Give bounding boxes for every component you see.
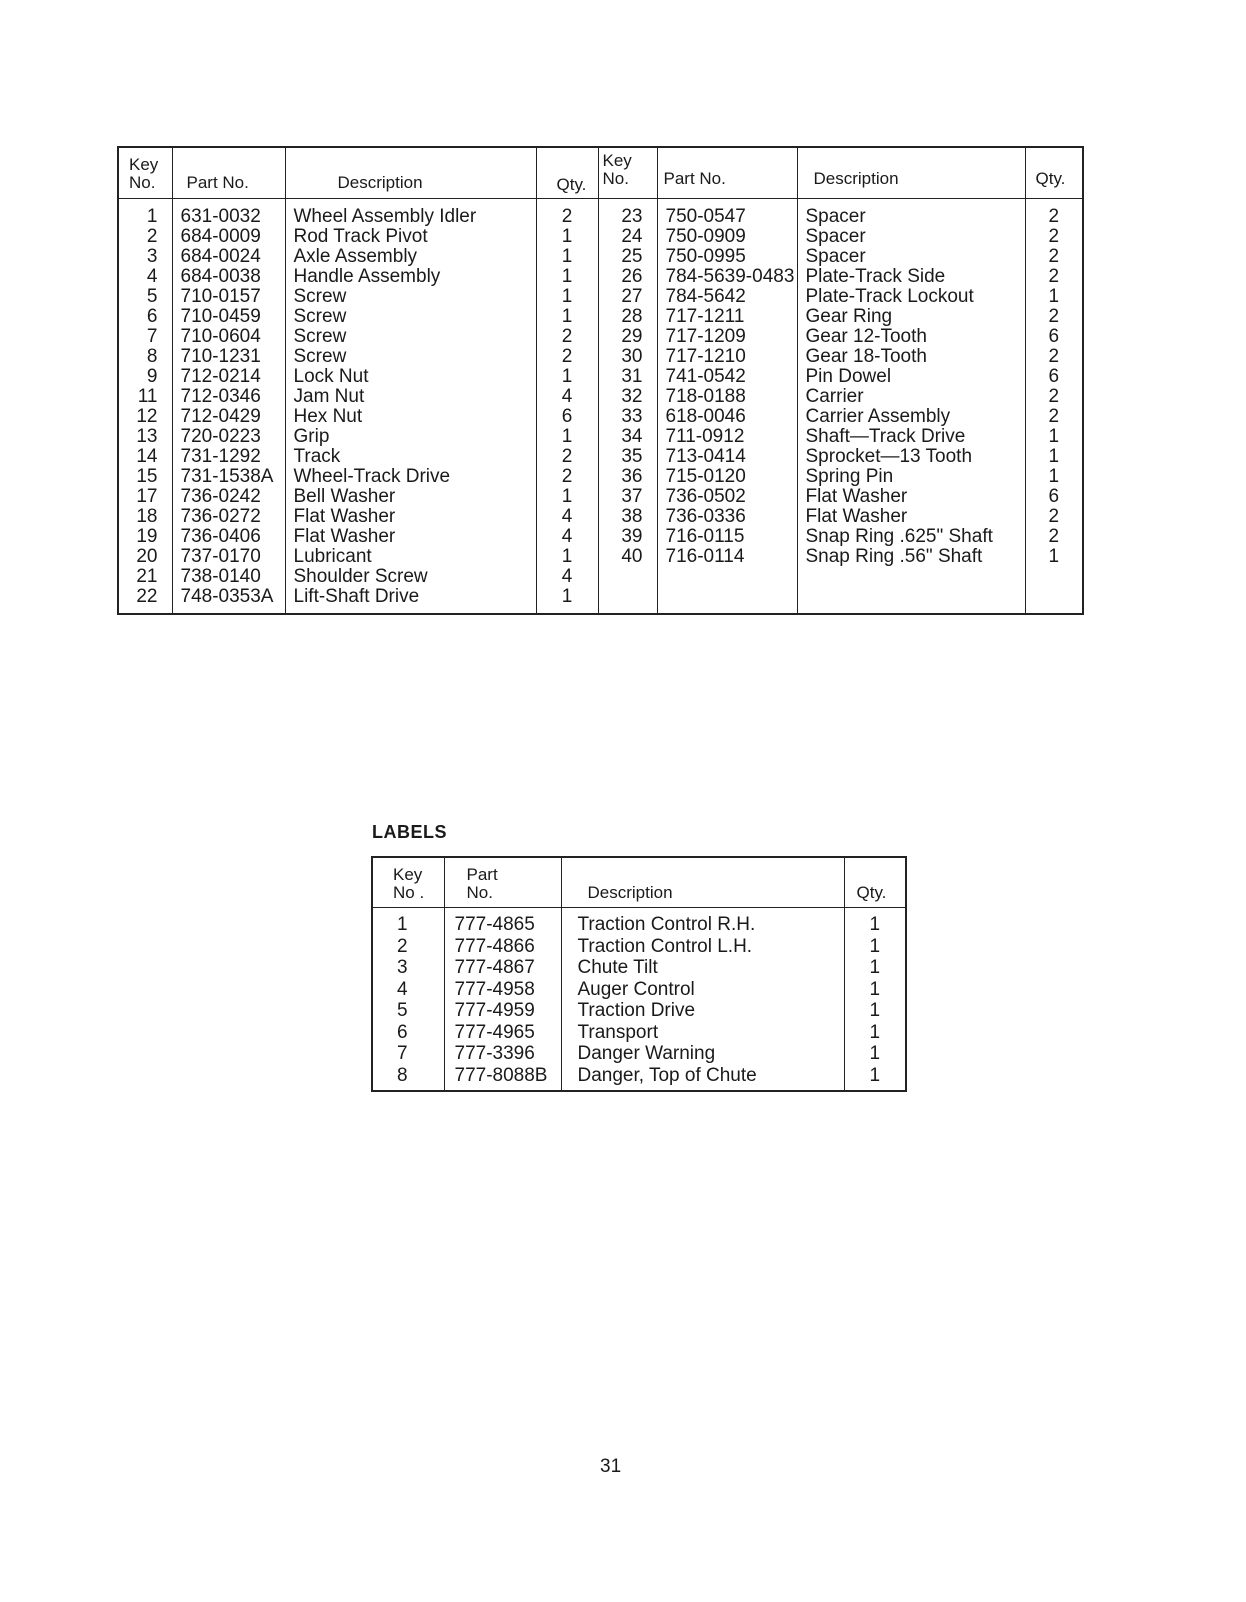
header-part-right: Part No. [657,147,797,199]
key-no-right: 31 [598,367,657,387]
qty-left: 2 [536,347,598,367]
part-no-left: 684-0038 [172,267,285,287]
part-no-left: 710-0157 [172,287,285,307]
description-right: Carrier Assembly [797,407,1025,427]
qty-left: 2 [536,327,598,347]
part-no-right: 718-0188 [657,387,797,407]
labels-row [372,1022,906,1044]
qty-right: 1 [1025,447,1083,467]
key-no-right: 30 [598,347,657,367]
qty-left: 1 [536,547,598,567]
label-description: Traction Drive [561,1000,844,1022]
label-key-no: 8 [372,1065,444,1092]
labels-row [372,908,906,936]
description-left: Lock Nut [285,367,536,387]
description-left: Grip [285,427,536,447]
header-part-left: Part No. [172,147,285,199]
key-no-right: 27 [598,287,657,307]
description-right: Snap Ring .625" Shaft [797,527,1025,547]
description-right: Spacer [797,199,1025,228]
description-right: Flat Washer [797,487,1025,507]
label-description: Danger Warning [561,1043,844,1065]
page-number: 31 [600,1456,622,1477]
key-no-right: 29 [598,327,657,347]
parts-row [118,547,1083,567]
qty-left: 1 [536,247,598,267]
key-no-left: 2 [118,227,172,247]
parts-row [118,327,1083,347]
description-left: Jam Nut [285,387,536,407]
key-no-left: 18 [118,507,172,527]
parts-row [118,247,1083,267]
description-right: Gear 12-Tooth [797,327,1025,347]
qty-left: 1 [536,587,598,614]
parts-row [118,387,1083,407]
description-left: Handle Assembly [285,267,536,287]
qty-left: 1 [536,287,598,307]
part-no-right: 717-1209 [657,327,797,347]
label-qty: 1 [844,908,906,936]
parts-row [118,447,1083,467]
qty-right [1025,567,1083,587]
key-no-right: 24 [598,227,657,247]
labels-header-key: Key No . [372,857,444,908]
label-qty: 1 [844,1000,906,1022]
qty-left: 2 [536,199,598,228]
labels-header-qty: Qty. [844,857,906,908]
parts-row [118,407,1083,427]
qty-right: 2 [1025,199,1083,228]
labels-row [372,1043,906,1065]
label-key-no: 3 [372,957,444,979]
qty-left: 1 [536,427,598,447]
description-left: Shoulder Screw [285,567,536,587]
part-no-right: 618-0046 [657,407,797,427]
qty-right: 2 [1025,227,1083,247]
key-no-left: 21 [118,567,172,587]
labels-row [372,1000,906,1022]
label-part-no: 777-4958 [444,979,561,1001]
part-no-right: 736-0336 [657,507,797,527]
parts-row [118,487,1083,507]
label-description: Transport [561,1022,844,1044]
key-no-left: 5 [118,287,172,307]
description-left: Flat Washer [285,507,536,527]
part-no-right: 736-0502 [657,487,797,507]
labels-header-part: Part No. [444,857,561,908]
part-no-right: 750-0547 [657,199,797,228]
description-right [797,567,1025,587]
qty-right: 2 [1025,267,1083,287]
part-no-left: 712-0346 [172,387,285,407]
description-left: Wheel-Track Drive [285,467,536,487]
description-left: Screw [285,307,536,327]
labels-row [372,1065,906,1092]
key-no-left: 11 [118,387,172,407]
parts-row [118,587,1083,614]
part-no-right: 716-0114 [657,547,797,567]
qty-left: 4 [536,507,598,527]
part-no-left: 684-0024 [172,247,285,267]
part-no-right: 717-1210 [657,347,797,367]
part-no-left: 720-0223 [172,427,285,447]
part-no-right: 784-5639-0483 [657,267,797,287]
key-no-left: 17 [118,487,172,507]
description-right: Gear Ring [797,307,1025,327]
label-description: Traction Control R.H. [561,908,844,936]
description-left: Lubricant [285,547,536,567]
qty-right: 6 [1025,367,1083,387]
part-no-left: 712-0429 [172,407,285,427]
qty-right: 2 [1025,507,1083,527]
key-no-right: 23 [598,199,657,228]
qty-right: 6 [1025,327,1083,347]
description-right: Spacer [797,227,1025,247]
label-part-no: 777-4867 [444,957,561,979]
key-no-right: 36 [598,467,657,487]
label-qty: 1 [844,1022,906,1044]
part-no-left: 712-0214 [172,367,285,387]
description-right: Sprocket—13 Tooth [797,447,1025,467]
part-no-right: 713-0414 [657,447,797,467]
parts-row [118,267,1083,287]
qty-right: 1 [1025,547,1083,567]
part-no-right: 750-0995 [657,247,797,267]
key-no-left: 22 [118,587,172,614]
part-no-left: 731-1292 [172,447,285,467]
description-right: Carrier [797,387,1025,407]
header-key-left: Key No. [118,147,172,199]
key-no-left: 15 [118,467,172,487]
label-key-no: 7 [372,1043,444,1065]
parts-row [118,227,1083,247]
part-no-right [657,587,797,614]
qty-left: 1 [536,267,598,287]
qty-right: 6 [1025,487,1083,507]
key-no-left: 7 [118,327,172,347]
description-right: Plate-Track Lockout [797,287,1025,307]
key-no-left: 19 [118,527,172,547]
label-key-no: 5 [372,1000,444,1022]
key-no-right [598,567,657,587]
qty-left: 1 [536,487,598,507]
description-right: Pin Dowel [797,367,1025,387]
label-qty: 1 [844,1065,906,1092]
key-no-right: 39 [598,527,657,547]
key-no-left: 20 [118,547,172,567]
part-no-left: 631-0032 [172,199,285,228]
parts-header-row [118,147,1083,199]
key-no-left: 13 [118,427,172,447]
part-no-left: 684-0009 [172,227,285,247]
label-qty: 1 [844,957,906,979]
part-no-left: 737-0170 [172,547,285,567]
qty-left: 6 [536,407,598,427]
labels-header-row [372,857,906,908]
label-part-no: 777-4865 [444,908,561,936]
label-part-no: 777-4965 [444,1022,561,1044]
part-no-left: 736-0242 [172,487,285,507]
description-left: Bell Washer [285,487,536,507]
parts-row [118,567,1083,587]
label-description: Auger Control [561,979,844,1001]
header-qty-right: Qty. [1025,147,1083,199]
qty-right: 2 [1025,307,1083,327]
part-no-right: 741-0542 [657,367,797,387]
description-right: Spring Pin [797,467,1025,487]
qty-right: 2 [1025,347,1083,367]
description-left: Flat Washer [285,527,536,547]
header-desc-right: Description [797,147,1025,199]
description-left: Screw [285,347,536,367]
part-no-right: 711-0912 [657,427,797,447]
description-right: Spacer [797,247,1025,267]
label-part-no: 777-4959 [444,1000,561,1022]
key-no-right [598,587,657,614]
labels-section-title: LABELS [372,822,447,842]
qty-right: 1 [1025,427,1083,447]
key-no-right: 40 [598,547,657,567]
qty-right: 1 [1025,467,1083,487]
labels-row [372,957,906,979]
key-no-right: 32 [598,387,657,407]
header-key-right: Key No. [598,147,657,199]
qty-left: 1 [536,307,598,327]
description-right [797,587,1025,614]
qty-right: 2 [1025,247,1083,267]
qty-right: 2 [1025,527,1083,547]
key-no-right: 26 [598,267,657,287]
part-no-left: 710-1231 [172,347,285,367]
parts-list-table [117,146,1084,615]
part-no-left: 736-0406 [172,527,285,547]
labels-header-desc: Description [561,857,844,908]
qty-right: 2 [1025,407,1083,427]
key-no-right: 25 [598,247,657,267]
description-left: Wheel Assembly Idler [285,199,536,228]
label-qty: 1 [844,936,906,958]
part-no-left: 738-0140 [172,567,285,587]
description-right: Gear 18-Tooth [797,347,1025,367]
key-no-right: 34 [598,427,657,447]
description-left: Track [285,447,536,467]
part-no-left: 710-0604 [172,327,285,347]
parts-row [118,427,1083,447]
label-part-no: 777-8088B [444,1065,561,1092]
qty-left: 2 [536,447,598,467]
labels-row [372,936,906,958]
key-no-left: 1 [118,199,172,228]
parts-row [118,307,1083,327]
description-left: Lift-Shaft Drive [285,587,536,614]
qty-left: 4 [536,387,598,407]
part-no-right: 750-0909 [657,227,797,247]
label-key-no: 2 [372,936,444,958]
key-no-left: 9 [118,367,172,387]
qty-right [1025,587,1083,614]
qty-left: 4 [536,527,598,547]
qty-left: 1 [536,367,598,387]
parts-row [118,507,1083,527]
header-qty-left: Qty. [536,147,598,199]
labels-row [372,979,906,1001]
description-left: Hex Nut [285,407,536,427]
key-no-left: 4 [118,267,172,287]
key-no-left: 8 [118,347,172,367]
part-no-right [657,567,797,587]
description-right: Shaft—Track Drive [797,427,1025,447]
part-no-left: 736-0272 [172,507,285,527]
description-right: Plate-Track Side [797,267,1025,287]
part-no-right: 717-1211 [657,307,797,327]
parts-row [118,287,1083,307]
key-no-left: 6 [118,307,172,327]
key-no-right: 33 [598,407,657,427]
parts-row [118,467,1083,487]
label-key-no: 4 [372,979,444,1001]
qty-left: 1 [536,227,598,247]
label-description: Danger, Top of Chute [561,1065,844,1092]
header-desc-left: Description [285,147,536,199]
key-no-left: 12 [118,407,172,427]
qty-right: 2 [1025,387,1083,407]
parts-row [118,367,1083,387]
label-qty: 1 [844,1043,906,1065]
part-no-right: 715-0120 [657,467,797,487]
part-no-left: 731-1538A [172,467,285,487]
label-description: Chute Tilt [561,957,844,979]
description-left: Axle Assembly [285,247,536,267]
key-no-right: 35 [598,447,657,467]
key-no-left: 3 [118,247,172,267]
description-left: Screw [285,287,536,307]
part-no-right: 716-0115 [657,527,797,547]
qty-right: 1 [1025,287,1083,307]
parts-row [118,199,1083,228]
part-no-left: 710-0459 [172,307,285,327]
description-left: Rod Track Pivot [285,227,536,247]
parts-row [118,347,1083,367]
description-right: Flat Washer [797,507,1025,527]
key-no-right: 37 [598,487,657,507]
label-part-no: 777-4866 [444,936,561,958]
labels-table [371,856,907,1092]
label-part-no: 777-3396 [444,1043,561,1065]
key-no-right: 28 [598,307,657,327]
label-key-no: 6 [372,1022,444,1044]
qty-left: 4 [536,567,598,587]
key-no-right: 38 [598,507,657,527]
key-no-left: 14 [118,447,172,467]
description-left: Screw [285,327,536,347]
parts-row [118,527,1083,547]
label-key-no: 1 [372,908,444,936]
label-description: Traction Control L.H. [561,936,844,958]
description-right: Snap Ring .56" Shaft [797,547,1025,567]
qty-left: 2 [536,467,598,487]
part-no-left: 748-0353A [172,587,285,614]
part-no-right: 784-5642 [657,287,797,307]
label-qty: 1 [844,979,906,1001]
